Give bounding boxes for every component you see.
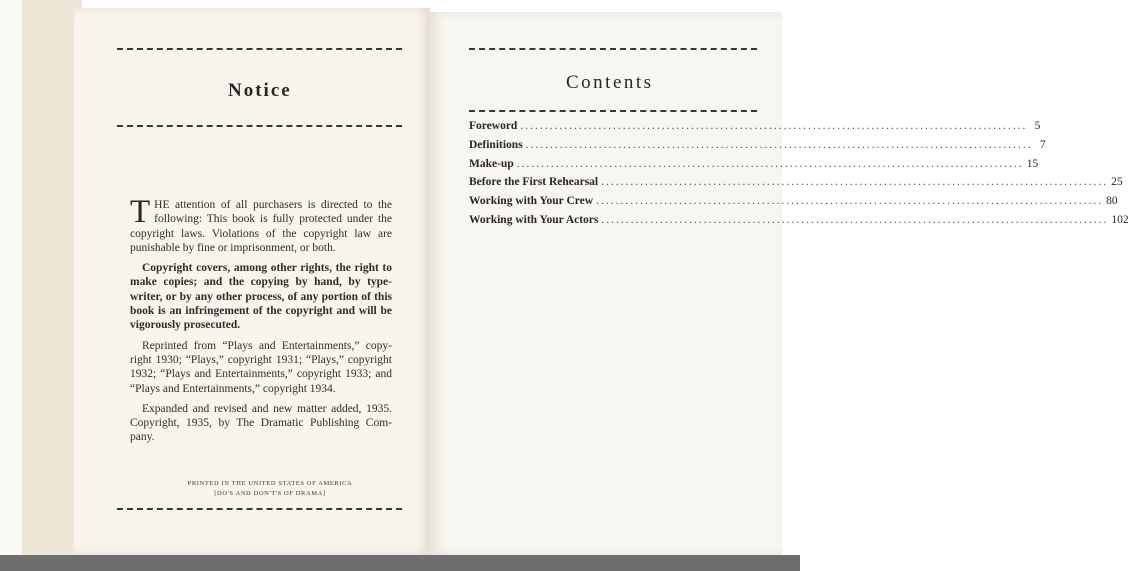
toc-entry-page: 25	[1111, 176, 1123, 189]
notice-paragraph-1-text: HE attention of all purchasers is directed to the following: This book is fully protected under the copyright laws. Violations of the copyright law are punishable by fine or imprisonment, or both.	[130, 199, 392, 254]
left-top-rule	[117, 48, 402, 50]
cover-board	[22, 0, 82, 555]
left-bottom-rule	[117, 508, 402, 510]
toc-leader-dots: ........................................................................................................	[601, 213, 1109, 226]
notice-paragraph-3: Reprinted from “Plays and Entertainments,” copy-right 1930; “Plays,” copyright 1931; “Plays,” copyright 1932; “Plays and Entertainments,” copyright 1933; and “Plays and Entertainments,” copyright 1934.	[130, 339, 392, 395]
toc-entry-title: Working with Your Crew	[469, 195, 594, 208]
toc-entry-foreword[interactable]	[469, 120, 1041, 139]
notice-paragraph-2: Copyright covers, among other rights, the right to make copies; and the copying by hand, by type-writer, or by any other process, of any portion of this book is an infringement of the copyright and will be vigorously prosecuted.	[130, 262, 392, 332]
toc-entry-title: Foreword	[469, 120, 518, 132]
notice-title: Notice	[228, 80, 292, 101]
toc-entry-make-up[interactable]	[469, 157, 1039, 177]
toc-entry-working-with-crew[interactable]	[469, 195, 1118, 214]
notice-body	[130, 194, 392, 451]
right-title-rule	[469, 110, 757, 112]
table-of-contents	[469, 120, 1129, 233]
toc-entry-title: Definitions	[469, 138, 523, 151]
toc-entry-page: 80	[1106, 195, 1118, 208]
toc-entry-before-first-rehearsal[interactable]	[469, 176, 1123, 195]
toc-entry-page: 7	[1039, 138, 1046, 151]
notice-paragraph-1	[130, 194, 392, 255]
left-title-rule	[117, 125, 402, 127]
toc-entry-title: Make-up	[469, 157, 514, 170]
toc-leader-dots: ........................................................................................................	[596, 195, 1104, 208]
toc-entry-page: 102	[1111, 213, 1129, 226]
book-title-line: [DO'S AND DON'T'S OF DRAMA]	[214, 490, 326, 497]
toc-leader-dots: ........................................................................................................	[516, 157, 1024, 170]
toc-entry-title: Working with Your Actors	[469, 213, 599, 226]
toc-entry-working-with-actors[interactable]	[469, 213, 1129, 233]
right-margin	[782, 0, 800, 555]
drop-cap: T	[130, 194, 151, 230]
toc-entry-page: 15	[1026, 157, 1039, 170]
page-edge	[0, 0, 22, 571]
notice-paragraph-4: Expanded and revised and new matter added, 1935. Copyright, 1935, by The Dramatic Publishing Com-pany.	[130, 402, 392, 444]
contents-title: Contents	[566, 72, 654, 93]
right-top-rule	[469, 48, 757, 50]
toc-entry-definitions[interactable]	[469, 138, 1046, 158]
toc-leader-dots: ........................................................................................................	[520, 120, 1028, 132]
toc-leader-dots: ........................................................................................................	[525, 138, 1033, 151]
toc-leader-dots: ........................................................................................................	[601, 176, 1109, 189]
printed-in-line: PRINTED IN THE UNITED STATES OF AMERICA	[187, 480, 353, 487]
toc-entry-page: 5	[1034, 120, 1041, 132]
bottom-shadow	[0, 555, 800, 571]
toc-entry-title: Before the First Rehearsal	[469, 176, 599, 189]
